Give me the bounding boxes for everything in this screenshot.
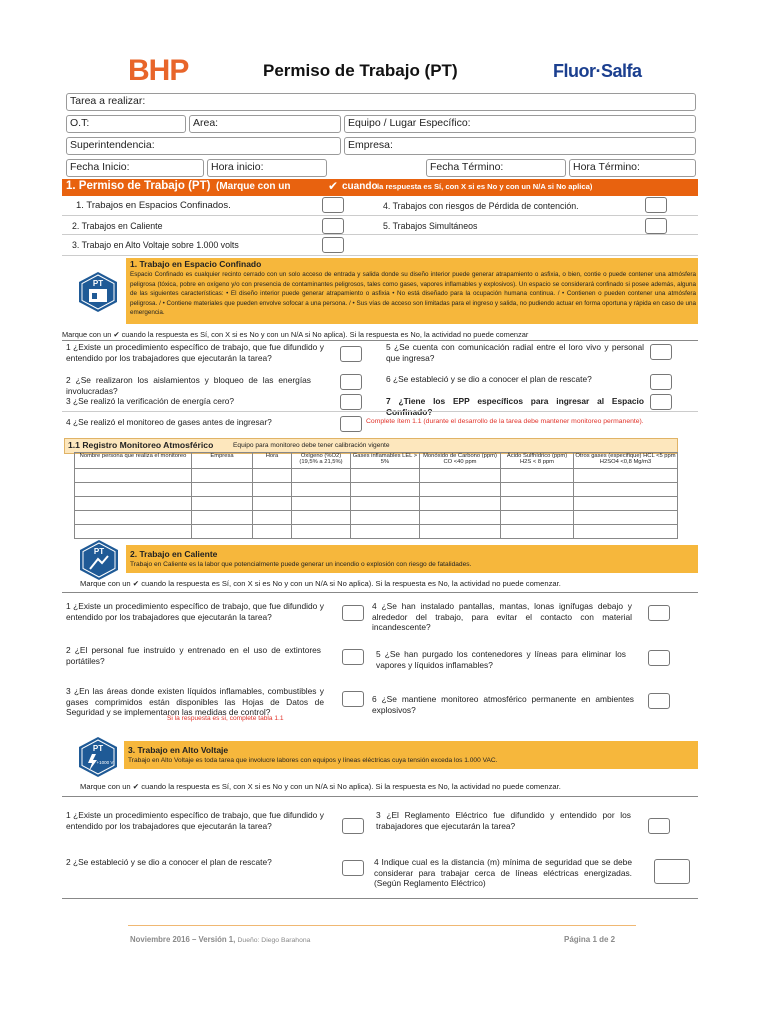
permit-item-2-checkbox[interactable] — [322, 218, 344, 234]
table-row[interactable] — [75, 497, 678, 511]
divider — [62, 340, 698, 341]
monitoreo-title: 1.1 Registro Monitoreo Atmosférico — [68, 440, 214, 450]
permit-item-5: 5. Trabajos Simultáneos — [383, 221, 478, 231]
section1-title-small: la respuesta es Sí, con X si es No y con un N/A si No aplica) — [377, 182, 593, 191]
table-row[interactable] — [75, 511, 678, 525]
monitoreo-table — [74, 452, 678, 539]
divider — [62, 255, 698, 256]
fecha-inicio-field[interactable]: Fecha Inicio: — [66, 159, 204, 177]
caliente-title: 2. Trabajo en Caliente — [130, 549, 218, 559]
section1-cuando: cuando — [342, 181, 378, 192]
confinado-description: Espacio Confinado es cualquier recinto cerrado con un solo acceso de entrada y salida donde su diseño interior puede generar atrapamiento o asfixia, o bien, contie o puede contener una atmósfera peligrosa (tóxica, pobre en oxígeno y/o con presencia de contaminantes peligrosos, tales como gases, vapores inflamables y explosivos). Un espacio se considerará confinado si posee además, alguna de las siguientes características: • El diseño interior puede generar atrapamiento o asfixia • No está diseñado para la ocupación humana continua. / • Contienen o pueden contener una atmósfera peligrosa. / • Contiene materiales que pueden envolve sofocar a una persona. / • Sus vías de acceso son limitadas para el ingreso y salida, no pudiendo actuar en forma oportuna y rápida en caso de una emergencia. — [130, 271, 696, 317]
caliente-q3-checkbox[interactable] — [342, 691, 364, 707]
permit-item-1-checkbox[interactable] — [322, 197, 344, 213]
table-header-row — [75, 453, 678, 469]
ot-field[interactable]: O.T: — [66, 115, 186, 133]
caliente-q3: 3 ¿En las áreas donde existen líquidos inflamables, combustibles y gases comprimidos están disponibles las Hojas de Datos de Seguridad y se implementaron las medidas de control? — [66, 686, 324, 717]
confinado-q3-checkbox[interactable] — [340, 394, 362, 410]
bhp-logo: BHP — [128, 54, 189, 87]
confinado-instruction: Marque con un ✔ cuando la respuesta es Sí, con X si es No y con un N/A si No aplica). Si la respuesta es No, la actividad no puede comenzar — [62, 330, 529, 339]
col-hora: Hora — [253, 453, 292, 469]
col-monoxido: Monóxido de Carbono (ppm) CO <40 ppm — [420, 453, 501, 469]
confinado-q3: 3 ¿Se realizó la verificación de energía cero? — [66, 396, 235, 406]
footer-line — [128, 925, 636, 926]
caliente-q6-checkbox[interactable] — [648, 693, 670, 709]
caliente-q6: 6 ¿Se mantiene monitoreo atmosférico permanente en ambientes explosivos? — [372, 694, 634, 715]
col-acido: Ácido Sulfhídrico (ppm) H2S < 8 ppm — [501, 453, 574, 469]
caliente-q2: 2 ¿El personal fue instruido y entrenado en el uso de extintores portátiles? — [66, 645, 321, 666]
confinado-q1-checkbox[interactable] — [340, 346, 362, 362]
voltaje-badge-sub: +1000 V — [96, 760, 114, 765]
superintendencia-field[interactable]: Superintendencia: — [66, 137, 341, 155]
divider — [62, 796, 698, 797]
confinado-q5: 5 ¿Se cuenta con comunicación radial entre el loro vivo y personal que ingresa? — [386, 342, 644, 363]
check-icon: ✔ — [328, 179, 339, 193]
voltaje-q1-checkbox[interactable] — [342, 818, 364, 834]
caliente-description: Trabajo en Caliente es la labor que potencialmente puede generar un incendio o explosión con riesgo de fatalidades. — [130, 561, 472, 568]
table-row[interactable] — [75, 525, 678, 539]
confinado-q1: 1 ¿Existe un procedimiento específico de trabajo, que fue difundido y entendido por los trabajadores que ejecutarán la tarea? — [66, 342, 324, 363]
confinado-q2: 2 ¿Se realizaron los aislamientos y bloqueo de las energías involucradas? — [66, 375, 311, 396]
area-field[interactable]: Area: — [189, 115, 341, 133]
svg-text:PT: PT — [92, 279, 104, 288]
voltaje-q4: 4 Indique cual es la distancia (m) mínima de seguridad que se debe considerar para trabajar cerca de líneas eléctricas energizadas. (Según Reglamento Eléctrico) — [374, 857, 632, 888]
permit-item-5-checkbox[interactable] — [645, 218, 667, 234]
divider — [62, 234, 698, 235]
caliente-q1-checkbox[interactable] — [342, 605, 364, 621]
section1-header — [62, 179, 698, 196]
voltaje-q3: 3 ¿El Reglamento Eléctrico fue difundido y entendido por los trabajadores que ejecutarán la tarea? — [376, 810, 631, 831]
tarea-field[interactable]: Tarea a realizar: — [66, 93, 696, 111]
footer-page-number: Página 1 de 2 — [564, 935, 616, 944]
monitoreo-subtitle: Equipo para monitoreo debe tener calibración vigente — [233, 442, 390, 449]
confinado-q6-checkbox[interactable] — [650, 374, 672, 390]
pt-confined-space-icon — [77, 271, 119, 313]
confinado-q4-checkbox[interactable] — [340, 416, 362, 432]
col-oxigeno: Oxígeno (%O2) (19,5% a 21,5%) — [292, 453, 351, 469]
confinado-q7-checkbox[interactable] — [650, 394, 672, 410]
pt-high-voltage-icon — [77, 736, 119, 778]
permit-item-1: 1. Trabajos en Espacios Confinados. — [76, 200, 231, 211]
confinado-q6: 6 ¿Se estableció y se dio a conocer el plan de rescate? — [386, 374, 592, 384]
fluor-salfa-logo: Fluor·Salfa — [553, 61, 642, 81]
section1-title: 1. Permiso de Trabajo (PT) — [66, 180, 211, 192]
pt-hot-work-icon — [78, 539, 120, 581]
confinado-q4: 4 ¿Se realizó el monitoreo de gases antes de ingresar? — [66, 417, 272, 427]
section1-title-rest: (Marque con un — [216, 181, 291, 192]
caliente-q4-checkbox[interactable] — [648, 605, 670, 621]
footer-date: Noviembre 2016 – Versión 1, — [130, 935, 236, 944]
svg-text:PT: PT — [93, 547, 105, 556]
confinado-note: Complete ítem 1.1 (durante el desarrollo de la tarea debe mantener monitoreo permanente). — [366, 418, 644, 425]
footer-owner: Dueño: Diego Barahona — [237, 937, 311, 944]
divider — [62, 592, 698, 593]
voltaje-title: 3. Trabajo en Alto Voltaje — [128, 745, 229, 755]
permit-item-2: 2. Trabajos en Caliente — [72, 221, 163, 231]
confinado-q7: 7 ¿Tiene los EPP específicos para ingresar al Espacio — [386, 396, 644, 406]
caliente-q2-checkbox[interactable] — [342, 649, 364, 665]
confinado-q2-checkbox[interactable] — [340, 374, 362, 390]
permit-item-4: 4. Trabajos con riesgos de Pérdida de contención. — [383, 201, 579, 211]
voltaje-q2-checkbox[interactable] — [342, 860, 364, 876]
empresa-field[interactable]: Empresa: — [344, 137, 696, 155]
confinado-title: 1. Trabajo en Espacio Confinado — [130, 259, 262, 269]
voltaje-q1: 1 ¿Existe un procedimiento específico de trabajo, que fue difundido y entendido por los trabajadores que ejecutarán la tarea? — [66, 810, 324, 831]
col-nombre: Nombre persona que realiza el monitoreo — [75, 453, 192, 469]
caliente-q5: 5 ¿Se han purgado los contenedores y líneas para eliminar los vapores y líquidos inflamables? — [376, 649, 626, 670]
permit-item-4-checkbox[interactable] — [645, 197, 667, 213]
equipo-field[interactable]: Equipo / Lugar Específico: — [344, 115, 696, 133]
table-row[interactable] — [75, 483, 678, 497]
divider — [62, 215, 698, 216]
col-gases: Gases inflamables LEL > 5% — [351, 453, 420, 469]
hora-inicio-field[interactable]: Hora inicio: — [207, 159, 327, 177]
svg-text:PT: PT — [92, 744, 104, 753]
fecha-termino-field[interactable]: Fecha Término: — [426, 159, 566, 177]
page-title: Permiso de Trabajo (PT) — [263, 61, 458, 80]
voltaje-instruction: Marque con un ✔ cuando la respuesta es Sí, con X si es No y con un N/A si No aplica). Si la respuesta es No, la actividad no puede comenzar. — [80, 782, 561, 791]
divider — [62, 898, 698, 899]
divider — [62, 411, 698, 412]
permit-item-3: 3. Trabajo en Alto Voltaje sobre 1.000 volts — [72, 240, 239, 250]
permit-item-3-checkbox[interactable] — [322, 237, 344, 253]
voltaje-q2: 2 ¿Se estableció y se dio a conocer el plan de rescate? — [66, 857, 272, 867]
caliente-instruction: Marque con un ✔ cuando la respuesta es Sí, con X si es No y con un N/A si No aplica). Si la respuesta es No, la actividad no puede comenzar. — [80, 579, 561, 588]
voltaje-q4-input[interactable] — [654, 859, 690, 884]
voltaje-q3-checkbox[interactable] — [648, 818, 670, 834]
voltaje-description: Trabajo en Alto Voltaje es toda tarea que involucre labores con equipos y líneas eléctricas cuya tensión exceda los 1.000 VAC. — [128, 757, 498, 764]
hora-termino-field[interactable]: Hora Término: — [569, 159, 696, 177]
caliente-q5-checkbox[interactable] — [648, 650, 670, 666]
col-empresa: Empresa — [192, 453, 253, 469]
caliente-q1: 1 ¿Existe un procedimiento específico de trabajo, que fue difundido y entendido por los trabajadores que ejecutarán la tarea? — [66, 601, 324, 622]
caliente-q4: 4 ¿Se han instalado pantallas, mantas, lonas ignífugas debajo y alrededor del trabajo, para evitar el contacto con material incandescente? — [372, 601, 632, 632]
col-otros: Otros gases (especifique) HCL <5 ppm H2SO4 <0,8 Mg/m3 — [574, 453, 678, 469]
footer-version — [130, 935, 310, 944]
confinado-q5-checkbox[interactable] — [650, 344, 672, 360]
table-row[interactable] — [75, 469, 678, 483]
caliente-q3-note: Si la respuesta es si, complete tabla 1.1 — [167, 715, 284, 722]
